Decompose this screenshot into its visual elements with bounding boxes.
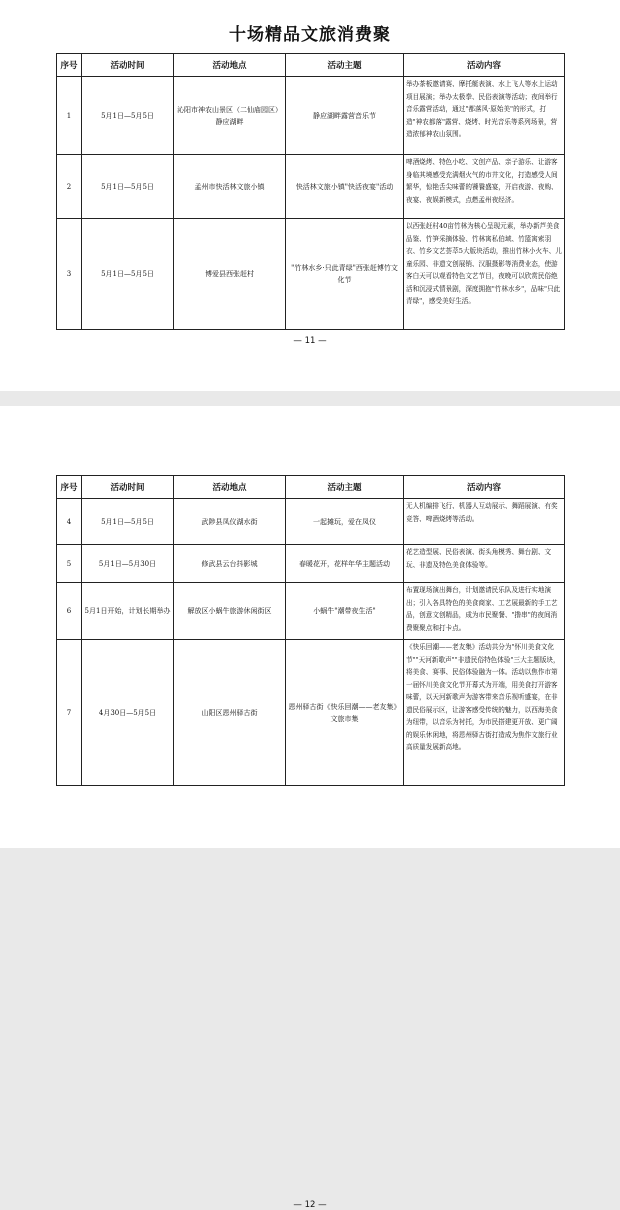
row-place: 解放区小蜗牛旅游休闲街区: [174, 583, 286, 640]
row-no: 6: [57, 583, 82, 640]
header-time: 活动时间: [82, 476, 174, 499]
header-time: 活动时间: [82, 54, 174, 77]
table-row: [57, 640, 565, 786]
row-place: 沁阳市神农山景区（二仙庙园区）静应湖畔: [174, 77, 286, 155]
row-no: 1: [57, 77, 82, 155]
row-theme: 小蜗牛"潮带夜生活": [286, 583, 404, 640]
page-number: — 12 —: [293, 1200, 327, 1210]
row-theme: 春暖花开，花样年华主题活动: [286, 545, 404, 583]
header-no: 序号: [57, 476, 82, 499]
table-row: [57, 155, 565, 219]
row-place: 武陟县凤仪湖水街: [174, 499, 286, 545]
row-theme: 静应湖畔露营音乐节: [286, 77, 404, 155]
header-theme: 活动主题: [286, 54, 404, 77]
row-content: 布置现场演出舞台，计划邀请民乐队及进行实地演出；引入各具特色的美食商家、工艺展最新的手工艺品，创意文创精品，成为市民聚餐、"撸串"的夜间消费聚聚点和打卡点。: [404, 583, 565, 640]
row-theme: 快活林文旅小镇"快活夜宴"活动: [286, 155, 404, 219]
table-row: [57, 583, 565, 640]
row-content: 花艺造型展、民俗表演、街头角模秀、舞台剧、文玩、非遗及特色美食体验等。: [404, 545, 565, 583]
row-no: 7: [57, 640, 82, 786]
row-no: 2: [57, 155, 82, 219]
header-place: 活动地点: [174, 54, 286, 77]
row-time: 5月1日—5月5日: [82, 499, 174, 545]
row-theme: "竹林水乡·只此青绿"西张赶博竹文化节: [286, 219, 404, 330]
row-time: 5月1日开始，计划长期举办: [82, 583, 174, 640]
row-place: 孟州市快活林文旅小镇: [174, 155, 286, 219]
row-content: 举办茶板邀请赛、摩托艇表演、水上飞人等水上运动项目展演；举办太极拳、民俗表演等活动；夜间举行音乐露营活动，通过"都落风·原始美"的形式，打造"神农都落"露营、烧烤、时光音乐等系列场景，营造浓郁神农山氛围。: [404, 77, 565, 155]
table-header-row: [57, 476, 565, 499]
table-row: [57, 499, 565, 545]
row-time: 5月1日—5月30日: [82, 545, 174, 583]
header-no: 序号: [57, 54, 82, 77]
table-row: [57, 219, 565, 330]
row-place: 修武县云台抖影城: [174, 545, 286, 583]
header-place: 活动地点: [174, 476, 286, 499]
row-no: 4: [57, 499, 82, 545]
header-content: 活动内容: [404, 54, 565, 77]
table-row: [57, 77, 565, 155]
page-11: [0, 0, 620, 391]
page-title: 十场精品文旅消费聚: [229, 25, 391, 45]
row-content: 无人机编排飞行、机器人互动展示、舞蹈展演、有奖竞答、啤酒烧烤等活动。: [404, 499, 565, 545]
header-content: 活动内容: [404, 476, 565, 499]
row-time: 5月1日—5月5日: [82, 219, 174, 330]
row-content: 《快乐回潮——老友集》活动共分为"怀川美食文化节""天河新歌声""非遗民俗特色体验"三大主题版块，将美食、赛事、民俗体验融为一体。活动以焦作市第一届怀川美食文化节开幕式为开端，用美食打开游客味蕾，以天河新歌声为游客带来音乐视听盛宴，在非遗民俗展示区，让游客感受传统的魅力，以西海美食为纽带，以音乐为衬托，为市民搭建更开放、更广阔的娱乐休闲地，将恩州驿古街打造成为焦作文旅行业高质量发展新高地。: [404, 640, 565, 786]
table-header-row: [57, 54, 565, 77]
table-row: [57, 545, 565, 583]
header-theme: 活动主题: [286, 476, 404, 499]
row-theme: 恩州驿古街《快乐回潮——老友集》文旅市集: [286, 640, 404, 786]
row-time: 5月1日—5月5日: [82, 77, 174, 155]
row-no: 5: [57, 545, 82, 583]
row-time: 5月1日—5月5日: [82, 155, 174, 219]
activity-table-2: [56, 475, 565, 786]
activity-table-1: [56, 53, 565, 330]
row-place: 博爱县西张赶村: [174, 219, 286, 330]
row-no: 3: [57, 219, 82, 330]
row-place: 山阳区恩州驿古街: [174, 640, 286, 786]
row-time: 4月30日—5月5日: [82, 640, 174, 786]
row-theme: 一起摊玩，爱在凤仪: [286, 499, 404, 545]
page-number: — 11 —: [293, 336, 327, 346]
row-content: 啤酒烧烤、特色小吃、文创产品、亲子游乐、让游客身临其境感受充满烟火气的市井文化，打造感受人间繁华，惊艳舌尖味蕾的饕餮盛宴，开启夜游、夜购、夜宴、夜娱新模式，点燃孟州夜经济。: [404, 155, 565, 219]
row-content: 以西张赶村40亩竹林为核心呈现元素，举办新芦美食品鉴、竹笋采摘体验、竹林寓私伯域、竹篮寓索羽衣、竹乡文艺荟萃5大版块活动，推出竹林小火车、儿童乐园、非遗文创展销、汉服摄影等消费业态，使游客白天可以观看特色文艺节目，夜晚可以欣赏民俗绝活和沉浸式情景剧，深度拥抱"竹林水乡"，品味"只此青绿"，感受美好生活。: [404, 219, 565, 330]
